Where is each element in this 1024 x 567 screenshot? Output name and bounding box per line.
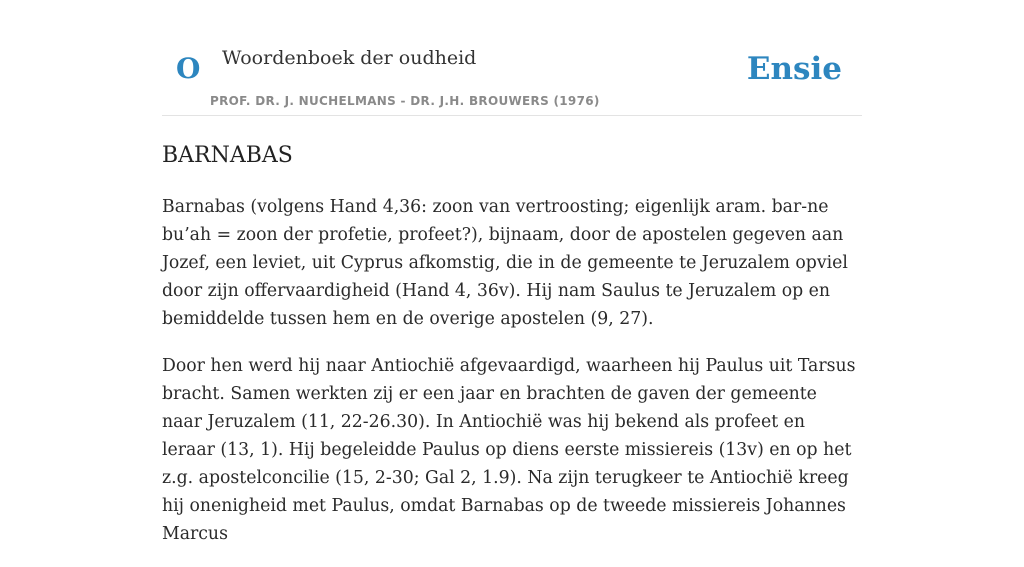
book-authors: PROF. DR. J. NUCHELMANS - DR. J.H. BROUWERS (1976)	[210, 94, 600, 108]
book-title[interactable]: Woordenboek der oudheid	[222, 47, 477, 69]
page	[162, 0, 862, 567]
index-letter[interactable]: O	[176, 52, 201, 85]
entry-title: BARNABAS	[162, 143, 293, 168]
ensie-logo-link[interactable]: Ensie	[746, 51, 842, 87]
entry-paragraph: Door hen werd hij naar Antiochië afgevaardigd, waarheen hij Paulus uit Tarsus bracht. Samen werkten zij er een jaar en brachten de gaven der gemeente naar Jeruzalem (11, 22-26.30). In Antiochië was hij bekend als profeet en leraar (13, 1). Hij begeleidde Paulus op diens eerste missiereis (13v) en op het z.g. apostelconcilie (15, 2-30; Gal 2, 1.9). Na zijn terugkeer te Antiochië kreeg hij onenigheid met Paulus, omdat Barnabas op de tweede missiereis Johannes Marcus	[162, 356, 856, 544]
header	[162, 0, 862, 116]
entry-body	[162, 193, 862, 548]
entry-paragraph: Barnabas (volgens Hand 4,36: zoon van vertroosting; eigenlijk aram. bar-ne bu’ah = zoon der profetie, profeet?), bijnaam, door de apostelen gegeven aan Jozef, een leviet, uit Cyprus afkomstig, die in de gemeente te Jeruzalem opviel door zijn offervaardigheid (Hand 4, 36v). Hij nam Saulus te Jeruzalem op en bemiddelde tussen hem en de overige apostelen (9, 27).	[162, 197, 848, 329]
